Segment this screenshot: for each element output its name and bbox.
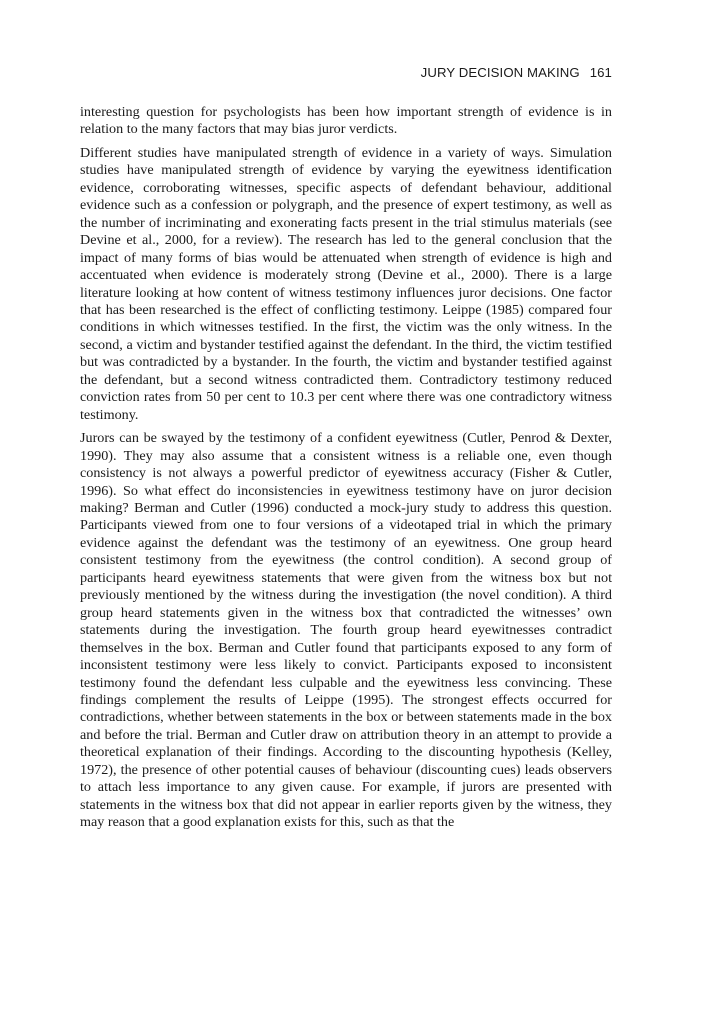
running-head	[80, 62, 612, 84]
book-page	[80, 62, 612, 838]
running-title: JURY DECISION MAKING	[420, 65, 580, 80]
page-number: 161	[589, 65, 612, 80]
paragraph-strength-of-evidence: Different studies have manipulated strength of evidence in a variety of ways. Simulation studies have manipulated strength of evidence by varying the eyewitness identification evidence, corroborating witnesses, specific aspects of defendant behaviour, additional evidence such as a confession or polygraph, and the presence of expert testimony, as well as the number of incriminating and exonerating facts present in the trial stimulus materials (see Devine et al., 2000, for a review). The research has led to the general conclusion that the impact of many forms of bias would be attenuated when strength of evidence is high and accentuated when evidence is moderately strong (Devine et al., 2000). There is a large literature looking at how content of witness testimony influences juror decisions. One factor that has been researched is the effect of conflicting testimony. Leippe (1985) compared four conditions in which witnesses testified. In the first, the victim was the only witness. In the second, a victim and bystander testified against the defendant. In the third, the victim testified but was contradicted by a bystander. In the fourth, the victim and bystander testified against the defendant, but a second witness contradicted them. Contradictory testimony reduced conviction rates from 50 per cent to 10.3 per cent where there was one contradictory witness testimony.	[80, 144, 612, 423]
paragraph-continued: interesting question for psychologists has been how important strength of evidence is in relation to the many factors that may bias juror verdicts.	[80, 104, 612, 138]
paragraph-eyewitness-testimony: Jurors can be swayed by the testimony of a confident eyewitness (Cutler, Penrod & Dexter, 1990). They may also assume that a consistent witness is a reliable one, even though consistency is not always a powerful predictor of eyewitness accuracy (Fisher & Cutler, 1996). So what effect do inconsistencies in eyewitness testimony have on juror decision making? Berman and Cutler (1996) conducted a mock-jury study to address this question. Participants viewed from one to four versions of a videotaped trial in which the primary evidence against the defendant was the testimony of an eyewitness. One group heard consistent testimony from the eyewitness (the control condition). A second group of participants heard eyewitness statements that were given from the witness box but not previously mentioned by the witness during the investigation (the novel condition). A third group heard statements given in the witness box that contradicted the witnesses’ own statements during the investigation. The fourth group heard eyewitnesses contradict themselves in the box. Berman and Cutler found that participants exposed to any form of inconsistent testimony were less likely to convict. Participants exposed to inconsistent testimony found the defendant less culpable and the eyewitness less convincing. These findings complement the results of Leippe (1995). The strongest effects occurred for contradictions, whether between statements in the box or between statements made in the box and before the trial. Berman and Cutler draw on attribution theory in an attempt to provide a theoretical explanation of their findings. According to the discounting hypothesis (Kelley, 1972), the presence of other potential causes of behaviour (discounting cues) leads observers to attach less importance to any given cause. For example, if jurors are presented with statements in the witness box that did not appear in earlier reports given by the witness, they may reason that a good explanation exists for this, such as that the	[80, 430, 612, 831]
